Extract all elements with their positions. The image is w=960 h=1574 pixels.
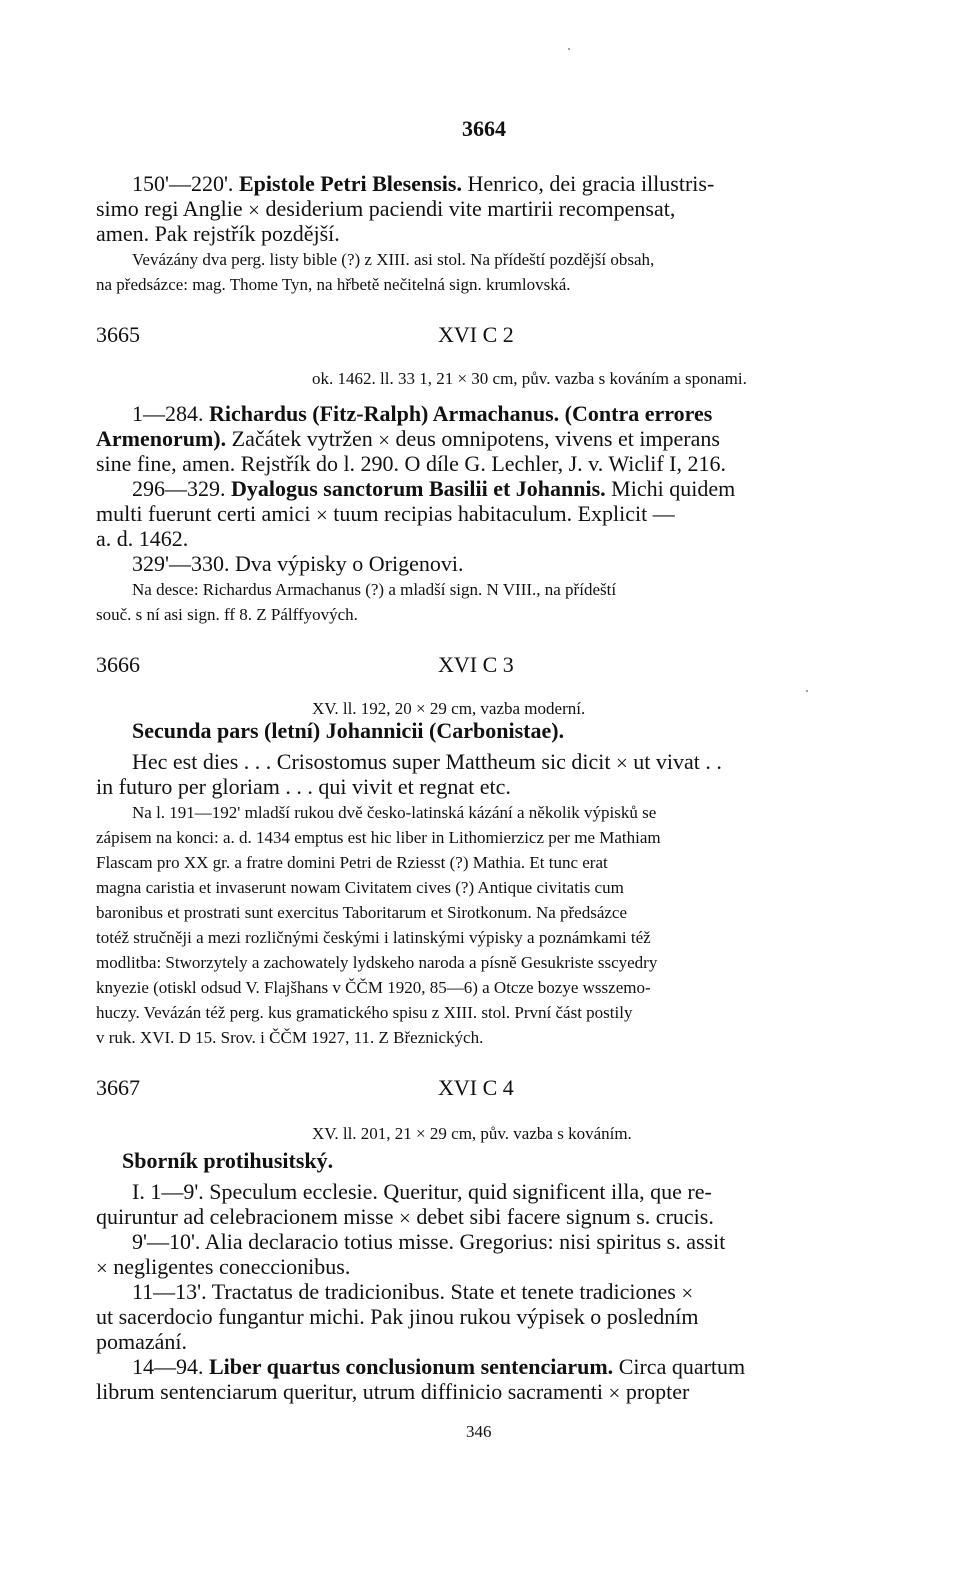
physical-description: ok. 1462. ll. 33 1, 21 × 30 cm, pův. vazba s kováním a sponami. — [312, 369, 747, 388]
text-line: 329'—330. Dva výpisky o Origenovi. — [132, 551, 464, 576]
page-number-top: 3664 — [462, 116, 506, 141]
page-number-bottom: 346 — [466, 1422, 492, 1441]
note-line: Na l. 191—192' mladší rukou dvě česko-latinská kázání a několik výpisků se — [132, 803, 657, 822]
text-line: × negligentes coneccionibus. — [96, 1256, 350, 1278]
text-line: quiruntur ad celebracionem misse × debet sibi facere signum s. crucis. — [96, 1206, 714, 1228]
note-line: na předsázce: mag. Thome Tyn, na hřbetě nečitelná sign. krumlovská. — [96, 275, 571, 294]
shelf-signature: XVI C 3 — [438, 652, 514, 677]
physical-description: XV. ll. 192, 20 × 29 cm, vazba moderní. — [312, 699, 586, 718]
text-line: Armenorum). Začátek vytržen × deus omnipotens, vivens et imperans — [96, 428, 720, 450]
text-line: I. 1—9'. Speculum ecclesie. Queritur, quid significent illa, que re- — [132, 1179, 712, 1204]
note-line: souč. s ní asi sign. ff 8. Z Pálffyových. — [96, 605, 358, 624]
note-line: knyezie (otiskl odsud V. Flajšhans v ČČM 1920, 85—6) a Otcze bozye wsszemo- — [96, 978, 651, 997]
note-line: huczy. Vevázán též perg. kus gramatického spisu z XIII. stol. První část postily — [96, 1003, 633, 1022]
text-line: 1—284. Richardus (Fitz-Ralph) Armachanus. (Contra errores — [132, 401, 713, 426]
text-line: pomazání. — [96, 1329, 188, 1354]
work-title: Sborník protihusitský. — [122, 1148, 334, 1173]
text-line: ut sacerdocio fungantur michi. Pak jinou rukou výpisek o posledním — [96, 1304, 699, 1329]
text-line: 9'—10'. Alia declaracio totius misse. Gregorius: nisi spiritus s. assit — [132, 1229, 726, 1254]
text-line: 296—329. Dyalogus sanctorum Basilii et Johannis. Michi quidem — [132, 476, 736, 501]
text-line: amen. Pak rejstřík pozdější. — [96, 221, 340, 246]
note-line: v ruk. XVI. D 15. Srov. i ČČM 1927, 11. Z Březnických. — [96, 1028, 484, 1047]
note-line: Flascam pro XX gr. a fratre domini Petri de Rziesst (?) Mathia. Et tunc erat — [96, 853, 608, 872]
shelf-signature: XVI C 4 — [438, 1075, 514, 1100]
note-line: Vevázány dva perg. listy bible (?) z XIII. asi stol. Na přídeští pozdější obsah, — [132, 250, 655, 269]
text-line: 14—94. Liber quartus conclusionum sentenciarum. Circa quartum — [132, 1354, 746, 1379]
text-line: Hec est dies . . . Crisostomus super Mattheum sic dicit × ut vivat . . — [132, 751, 722, 773]
entry-number: 3666 — [96, 652, 140, 677]
text-line: librum sentenciarum queritur, utrum diffinicio sacramenti × propter — [96, 1381, 689, 1403]
omission-cross-icon — [96, 1258, 108, 1279]
text-line: 150'—220'. Epistole Petri Blesensis. Henrico, dei gracia illustris- — [132, 171, 715, 196]
omission-cross-icon — [316, 505, 328, 526]
text-line: a. d. 1462. — [96, 526, 189, 551]
entry-number: 3667 — [96, 1075, 140, 1100]
entry-number: 3665 — [96, 322, 140, 347]
omission-cross-icon — [248, 200, 260, 221]
omission-cross-icon — [378, 430, 390, 451]
note-line: magna caristia et invaserunt nowam Civitatem cives (?) Antique civitatis cum — [96, 878, 624, 897]
note-line: totéž stručněji a mezi rozličnými českými i latinskými výpisky a poznámkami též — [96, 928, 651, 947]
scan-speck — [806, 690, 808, 692]
text-line: multi fuerunt certi amici × tuum recipias habitaculum. Explicit — — [96, 503, 675, 525]
physical-description: XV. ll. 201, 21 × 29 cm, pův. vazba s kováním. — [312, 1124, 632, 1143]
scan-speck — [568, 48, 570, 50]
note-line: zápisem na konci: a. d. 1434 emptus est hic liber in Lithomierzicz per me Mathiam — [96, 828, 661, 847]
note-line: Na desce: Richardus Armachanus (?) a mladší sign. N VIII., na přídeští — [132, 580, 617, 599]
shelf-signature: XVI C 2 — [438, 322, 514, 347]
text-line: sine fine, amen. Rejstřík do l. 290. O díle G. Lechler, J. v. Wiclif I, 216. — [96, 451, 726, 476]
text-line: 11—13'. Tractatus de tradicionibus. State et tenete tradiciones × — [132, 1281, 693, 1303]
omission-cross-icon — [609, 1383, 621, 1404]
note-line: baronibus et prostrati sunt exercitus Taboritarum et Sirotkonum. Na předsázce — [96, 903, 628, 922]
omission-cross-icon — [616, 753, 628, 774]
work-title: Secunda pars (letní) Johannicii (Carbonistae). — [132, 718, 565, 743]
omission-cross-icon — [399, 1208, 411, 1229]
omission-cross-icon — [681, 1283, 693, 1304]
text-line: simo regi Anglie × desiderium paciendi vite martirii recompensat, — [96, 198, 675, 220]
note-line: modlitba: Stworzytely a zachowately lydskeho naroda a písně Gesukriste sscyedry — [96, 953, 658, 972]
text-line: in futuro per gloriam . . . qui vivit et regnat etc. — [96, 774, 511, 799]
